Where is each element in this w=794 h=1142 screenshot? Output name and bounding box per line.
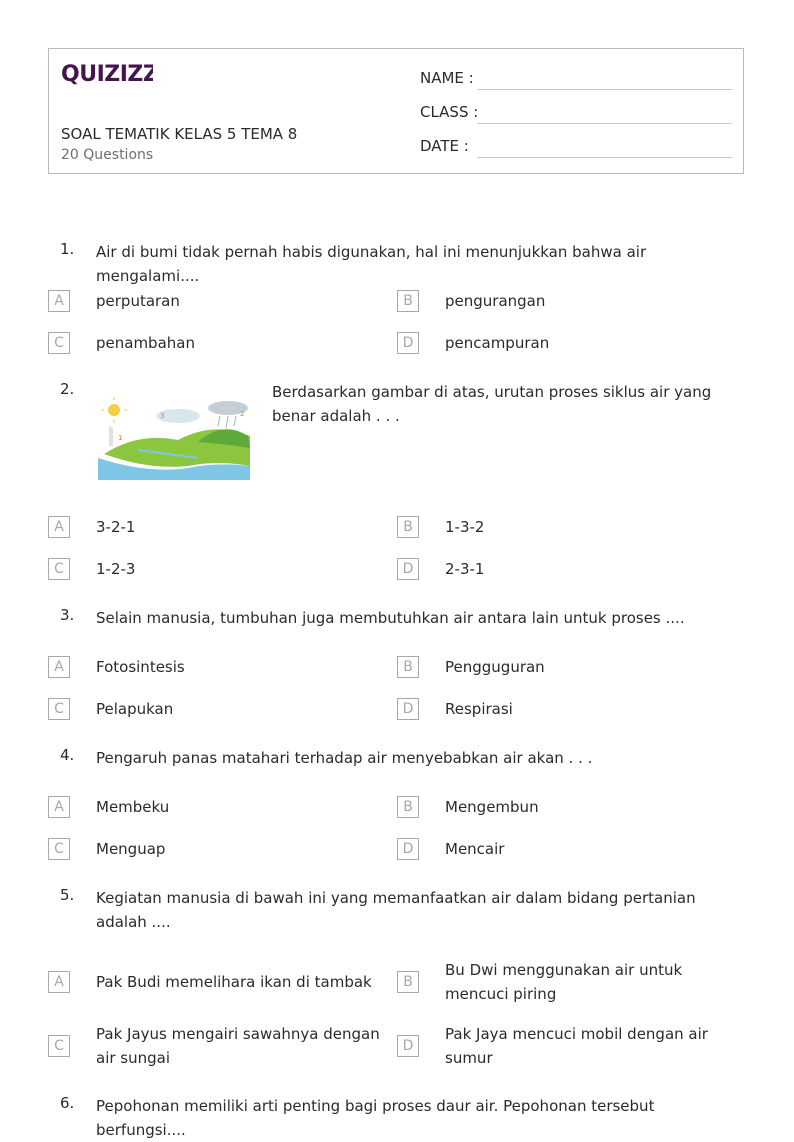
option-letter[interactable]: B [397,516,419,538]
option-text[interactable]: Pak Jaya mencuci mobil dengan air sumur [445,1025,708,1067]
option-letter[interactable]: C [48,698,70,720]
option-text[interactable]: Mencair [445,840,505,858]
question-text: Air di bumi tidak pernah habis digunakan, hal ini menunjukkan bahwa air mengalami.... [96,243,647,285]
option-text[interactable]: 1-3-2 [445,518,485,536]
date-label: DATE : [420,137,469,155]
option-text[interactable]: Pelapukan [96,700,174,718]
option-text[interactable]: perputaran [96,292,180,310]
option-letter[interactable]: D [397,332,419,354]
question-text: Pepohonan memiliki arti penting bagi proses daur air. Pepohonan tersebut berfungsi.... [96,1097,655,1139]
question-count: 20 Questions [61,147,154,163]
option-text[interactable]: pengurangan [445,292,546,310]
logo-wordmark: QUIZIZZ [61,62,153,87]
class-label: CLASS : [420,103,479,121]
option-letter[interactable]: A [48,516,70,538]
question-text: Selain manusia, tumbuhan juga membutuhkan air antara lain untuk proses .... [96,609,685,627]
question-number: 1. [60,240,75,258]
option-letter[interactable]: A [48,796,70,818]
option-text[interactable]: Menguap [96,840,166,858]
worksheet-header [48,48,744,174]
option-text[interactable]: Mengembun [445,798,539,816]
question-number: 3. [60,606,75,624]
option-text[interactable]: Membeku [96,798,170,816]
option-letter[interactable]: C [48,558,70,580]
class-line[interactable] [477,123,732,124]
option-text[interactable]: Pengguguran [445,658,545,676]
option-letter[interactable]: D [397,838,419,860]
question-text: Kegiatan manusia di bawah ini yang memanfaatkan air dalam bidang pertanian adalah .... [96,889,696,931]
option-text[interactable]: Fotosintesis [96,658,185,676]
option-letter[interactable]: D [397,558,419,580]
option-letter[interactable]: B [397,796,419,818]
option-letter[interactable]: A [48,971,70,993]
option-text[interactable]: Respirasi [445,700,513,718]
option-letter[interactable]: C [48,332,70,354]
option-text[interactable]: Pak Jayus mengairi sawahnya dengan air sungai [96,1025,380,1067]
option-letter[interactable]: C [48,1035,70,1057]
figure-label: 2 [240,410,245,418]
option-letter[interactable]: A [48,656,70,678]
date-line[interactable] [477,157,732,158]
option-letter[interactable]: D [397,1035,419,1057]
option-text[interactable]: Pak Budi memelihara ikan di tambak [96,973,372,991]
name-label: NAME : [420,69,474,87]
option-text[interactable]: 3-2-1 [96,518,136,536]
quizizz-logo [61,59,153,91]
question-number: 2. [60,380,75,398]
water-cycle-illustration [98,396,250,480]
figure-label: 1 [118,434,123,442]
option-text[interactable]: pencampuran [445,334,550,352]
option-text[interactable]: 1-2-3 [96,560,136,578]
option-letter[interactable]: B [397,656,419,678]
name-line[interactable] [477,89,732,90]
question-text: Pengaruh panas matahari terhadap air menyebabkan air akan . . . [96,749,593,767]
option-text[interactable]: Bu Dwi menggunakan air untuk mencuci piring [445,961,683,1003]
question-number: 5. [60,886,75,904]
question-number: 4. [60,746,75,764]
page-title: SOAL TEMATIK KELAS 5 TEMA 8 [61,125,298,143]
question-number: 6. [60,1094,75,1112]
option-letter[interactable]: B [397,971,419,993]
option-text[interactable]: penambahan [96,334,195,352]
sun-icon [108,404,120,416]
figure-label: 3 [160,412,165,420]
option-letter[interactable]: C [48,838,70,860]
question-text: Berdasarkan gambar di atas, urutan proses siklus air yang benar adalah . . . [272,383,712,425]
option-letter[interactable]: D [397,698,419,720]
option-text[interactable]: 2-3-1 [445,560,485,578]
option-letter[interactable]: B [397,290,419,312]
option-letter[interactable]: A [48,290,70,312]
